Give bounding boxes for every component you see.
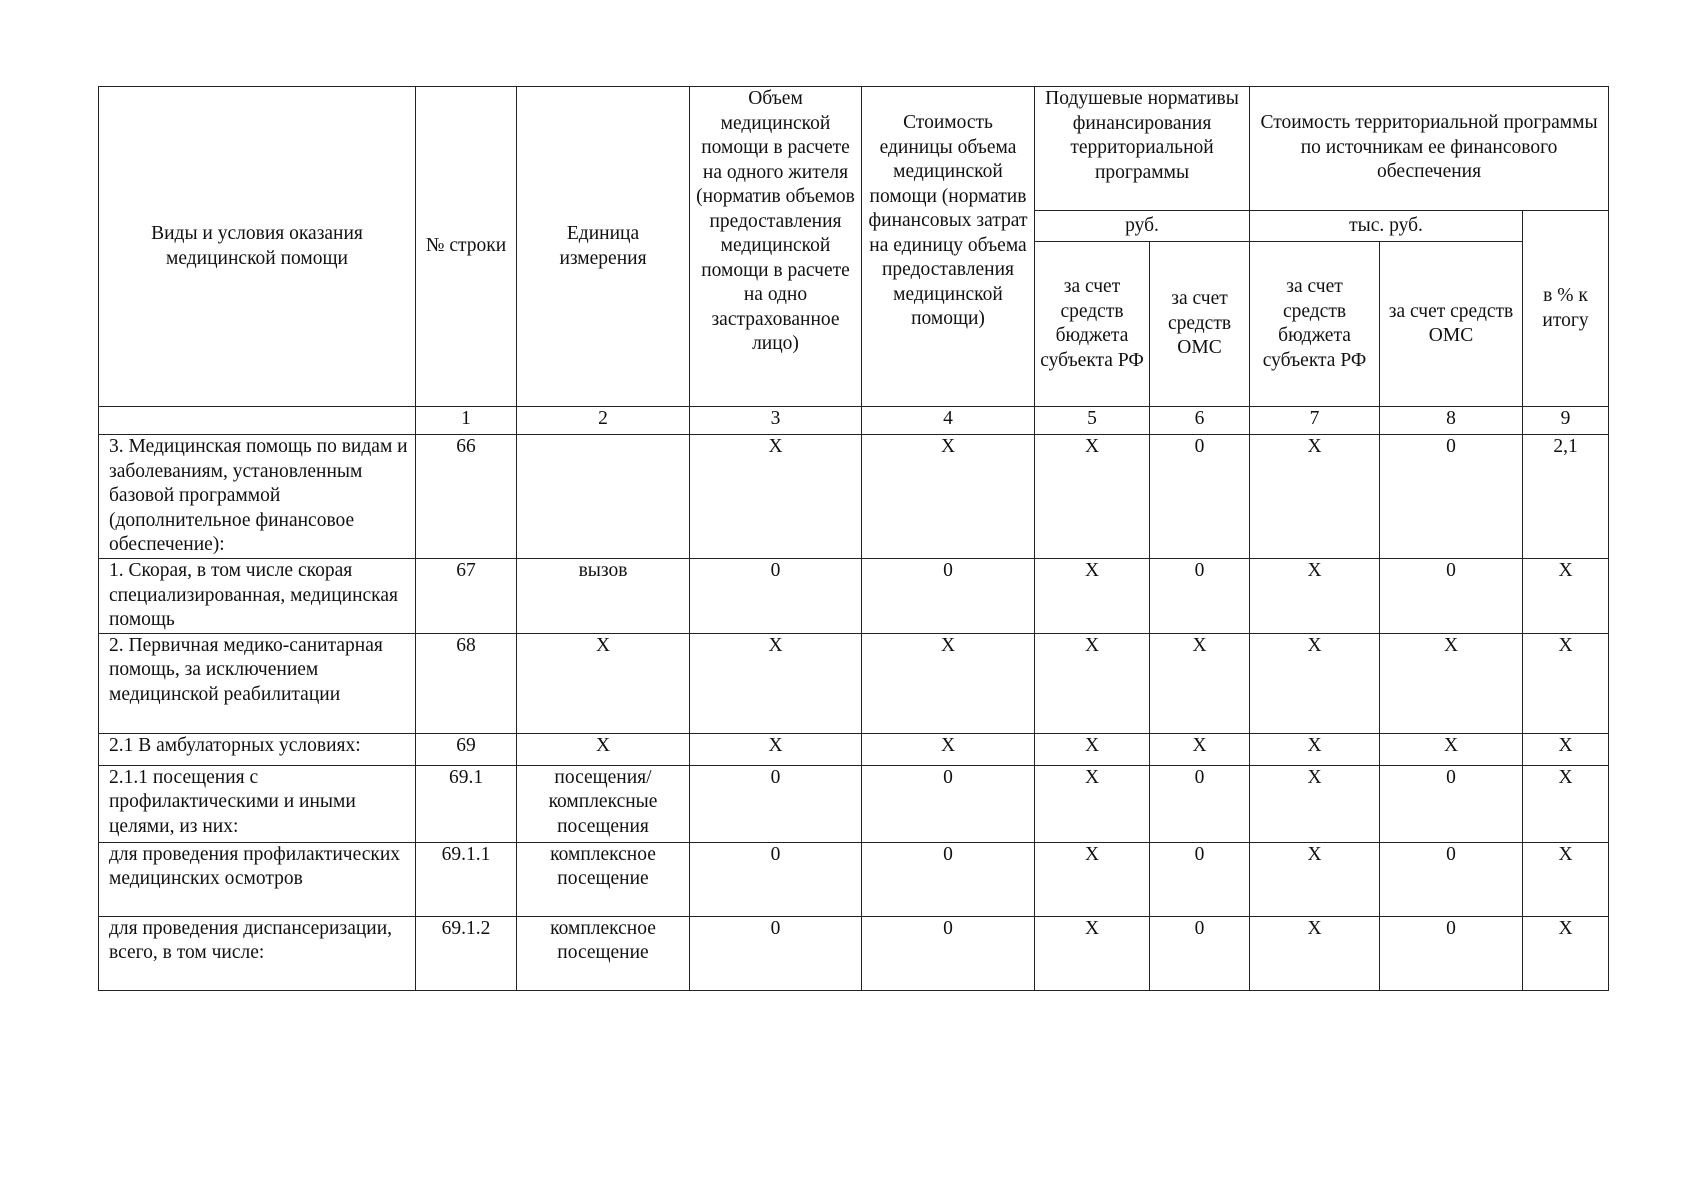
row-line: 69 xyxy=(416,733,517,765)
header-unit: Единица измерения xyxy=(517,87,690,407)
column-number: 6 xyxy=(1150,407,1250,435)
cell-col8: 0 xyxy=(1380,916,1523,990)
cell-col4: 0 xyxy=(862,559,1035,634)
column-number: 3 xyxy=(690,407,862,435)
header-rub: руб. xyxy=(1035,211,1250,242)
column-number-row xyxy=(99,407,1609,435)
table-row xyxy=(99,765,1609,842)
cell-col8: 0 xyxy=(1380,765,1523,842)
header-thous-rub: тыс. руб. xyxy=(1250,211,1523,242)
cell-col3: 0 xyxy=(690,916,862,990)
row-unit: посещения/ комплексные посещения xyxy=(517,765,690,842)
cell-col7: Х xyxy=(1250,435,1380,559)
header-unit-cost: Стоимость единицы объема медицинской помощи (норматив финансовых затрат на единицу объема предоставления медицинской помощи) xyxy=(862,87,1035,407)
row-unit: вызов xyxy=(517,559,690,634)
row-name: 2.1 В амбулаторных условиях: xyxy=(99,733,416,765)
table-row xyxy=(99,916,1609,990)
cell-col8: Х xyxy=(1380,633,1523,733)
column-number: 5 xyxy=(1035,407,1150,435)
row-unit: Х xyxy=(517,633,690,733)
cell-col3: Х xyxy=(690,733,862,765)
column-number: 9 xyxy=(1523,407,1609,435)
header-budget-5: за счет средств бюджета субъекта РФ xyxy=(1035,242,1150,407)
cell-col7: Х xyxy=(1250,633,1380,733)
header-volume: Объем медицинской помощи в расчете на одного жителя (норматив объемов предоставления медицинской помощи в расчете на одно застрахованное лицо) xyxy=(690,87,862,407)
cell-col6: 0 xyxy=(1150,916,1250,990)
cell-col7: Х xyxy=(1250,765,1380,842)
cell-col8: 0 xyxy=(1380,435,1523,559)
cell-col5: Х xyxy=(1035,916,1150,990)
row-line: 69.1 xyxy=(416,765,517,842)
column-number: 7 xyxy=(1250,407,1380,435)
cell-col5: Х xyxy=(1035,435,1150,559)
cell-col7: Х xyxy=(1250,842,1380,916)
header-types: Виды и условия оказания медицинской помощи xyxy=(99,87,416,407)
column-number: 4 xyxy=(862,407,1035,435)
financing-table xyxy=(98,86,1609,991)
row-name: 2. Первичная медико-санитарная помощь, за исключением медицинской реабилитации xyxy=(99,633,416,733)
cell-col4: Х xyxy=(862,633,1035,733)
row-name: 1. Скорая, в том числе скорая специализированная, медицинская помощь xyxy=(99,559,416,634)
table-row xyxy=(99,633,1609,733)
cell-col8: 0 xyxy=(1380,842,1523,916)
cell-col7: Х xyxy=(1250,733,1380,765)
row-unit: комплексное посещение xyxy=(517,916,690,990)
cell-col9: Х xyxy=(1523,733,1609,765)
cell-col3: 0 xyxy=(690,842,862,916)
row-name: для проведения диспансеризации, всего, в том числе: xyxy=(99,916,416,990)
cell-col9: Х xyxy=(1523,765,1609,842)
row-line: 68 xyxy=(416,633,517,733)
cell-col3: Х xyxy=(690,633,862,733)
cell-col6: 0 xyxy=(1150,842,1250,916)
row-name: 2.1.1 посещения с профилактическими и иными целями, из них: xyxy=(99,765,416,842)
row-line: 69.1.1 xyxy=(416,842,517,916)
table-row xyxy=(99,733,1609,765)
header-percent: в % к итогу xyxy=(1523,211,1609,407)
cell-col7: Х xyxy=(1250,916,1380,990)
header-per-capita: Подушевые нормативы финансирования территориальной программы xyxy=(1035,87,1250,211)
cell-col9: 2,1 xyxy=(1523,435,1609,559)
cell-col4: Х xyxy=(862,733,1035,765)
cell-col4: 0 xyxy=(862,842,1035,916)
row-unit xyxy=(517,435,690,559)
row-name: 3. Медицинская помощь по видам и заболеваниям, установленным базовой программой (дополнительное финансовое обеспечение): xyxy=(99,435,416,559)
row-line: 67 xyxy=(416,559,517,634)
row-unit: Х xyxy=(517,733,690,765)
header-program-cost: Стоимость территориальной программы по источникам ее финансового обеспечения xyxy=(1250,87,1609,211)
column-number: 2 xyxy=(517,407,690,435)
table-row xyxy=(99,842,1609,916)
row-line: 69.1.2 xyxy=(416,916,517,990)
cell-col4: 0 xyxy=(862,916,1035,990)
cell-col5: Х xyxy=(1035,765,1150,842)
header-oms-8: за счет средств ОМС xyxy=(1380,242,1523,407)
column-number: 8 xyxy=(1380,407,1523,435)
cell-col5: Х xyxy=(1035,633,1150,733)
cell-col3: Х xyxy=(690,435,862,559)
cell-col4: 0 xyxy=(862,765,1035,842)
cell-col5: Х xyxy=(1035,842,1150,916)
cell-col9: Х xyxy=(1523,633,1609,733)
cell-col8: Х xyxy=(1380,733,1523,765)
cell-col6: 0 xyxy=(1150,765,1250,842)
table-row xyxy=(99,559,1609,634)
cell-col9: Х xyxy=(1523,559,1609,634)
row-line: 66 xyxy=(416,435,517,559)
row-name: для проведения профилактических медицинских осмотров xyxy=(99,842,416,916)
column-number: 1 xyxy=(416,407,517,435)
cell-col6: 0 xyxy=(1150,559,1250,634)
cell-col3: 0 xyxy=(690,559,862,634)
header-budget-7: за счет средств бюджета субъекта РФ xyxy=(1250,242,1380,407)
cell-col9: Х xyxy=(1523,916,1609,990)
header-oms-6: за счет средств ОМС xyxy=(1150,242,1250,407)
cell-col5: Х xyxy=(1035,559,1150,634)
cell-col6: 0 xyxy=(1150,435,1250,559)
cell-col5: Х xyxy=(1035,733,1150,765)
column-number xyxy=(99,407,416,435)
cell-col6: Х xyxy=(1150,733,1250,765)
header-line-number: № строки xyxy=(416,87,517,407)
row-unit: комплексное посещение xyxy=(517,842,690,916)
cell-col8: 0 xyxy=(1380,559,1523,634)
table-row xyxy=(99,435,1609,559)
cell-col6: Х xyxy=(1150,633,1250,733)
cell-col4: Х xyxy=(862,435,1035,559)
cell-col9: Х xyxy=(1523,842,1609,916)
cell-col7: Х xyxy=(1250,559,1380,634)
cell-col3: 0 xyxy=(690,765,862,842)
